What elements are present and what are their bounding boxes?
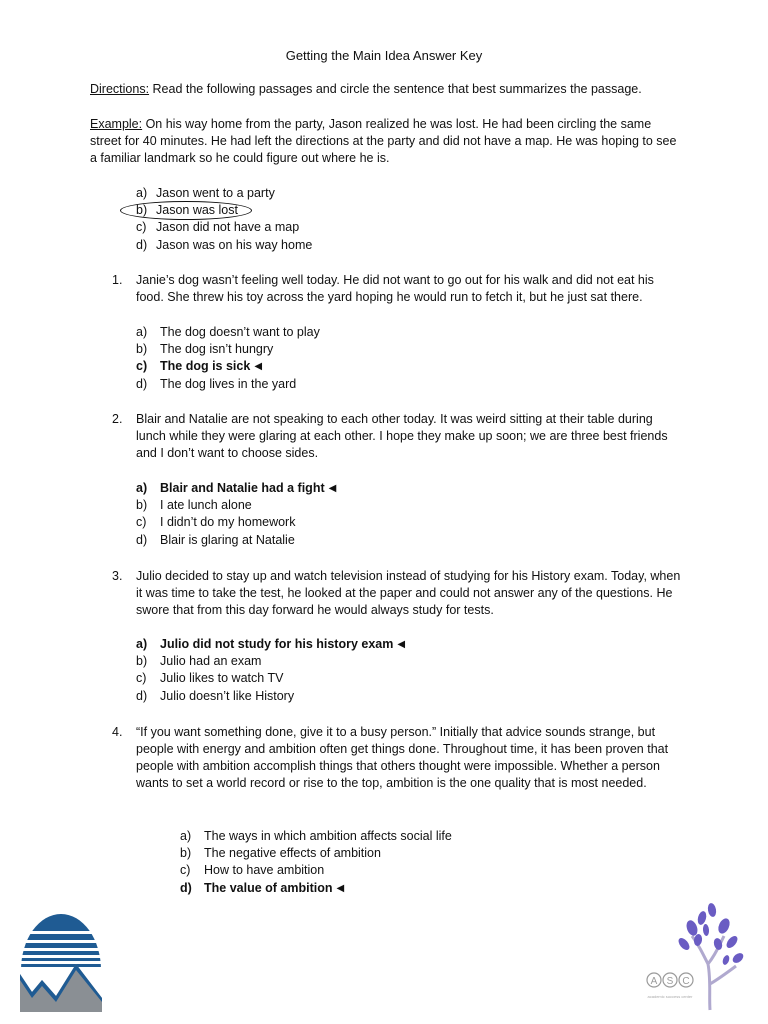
option-text: Julio did not study for his history exam bbox=[160, 637, 394, 651]
option-letter: d) bbox=[136, 532, 148, 547]
question-text: Janie’s dog wasn’t feeling well today. He did not want to go out for his walk and did not eat his food. She threw his toy across the yard hoping he would run to fetch it, but he just sat there. bbox=[136, 273, 654, 304]
option-item bbox=[136, 185, 312, 202]
option-letter: d) bbox=[136, 237, 148, 252]
option-letter: a) bbox=[136, 186, 148, 200]
option-item bbox=[136, 532, 336, 549]
correct-option-item bbox=[136, 358, 320, 375]
option-item bbox=[136, 688, 405, 705]
mountain-sun-logo-icon bbox=[20, 908, 102, 1012]
option-text: I didn’t do my homework bbox=[160, 515, 296, 530]
option-item bbox=[136, 376, 320, 393]
option-letter: a) bbox=[136, 481, 148, 495]
directions-label: Directions: bbox=[90, 82, 150, 96]
option-item bbox=[136, 341, 320, 358]
option-text: The value of ambition bbox=[204, 880, 333, 895]
option-item bbox=[136, 670, 405, 687]
question-text: Blair and Natalie are not speaking to each other today. It was weird sitting at their table during lunch while they were glaring at each other. I hope they make up soon; we are three best friends and I don’t want to choose sides. bbox=[136, 412, 668, 460]
directions-text: Read the following passages and circle the sentence that best summarizes the passage. bbox=[149, 82, 642, 96]
question-text: “If you want something done, give it to a busy person.” Initially that advice sounds strange, but people with energy and ambition often get things done. Throughout time, it has been proven that people with ambition accomplish things that others thought were impossible. Whether a person wants to set a world record or rise to the top, ambition is the one quality that is most needed. bbox=[136, 725, 669, 790]
option-item bbox=[180, 845, 452, 862]
option-item bbox=[180, 828, 452, 845]
arrow-left-icon: ◀ bbox=[336, 882, 345, 894]
page-title: Getting the Main Idea Answer Key bbox=[285, 48, 483, 63]
option-letter: a) bbox=[180, 829, 192, 843]
example-label: Example: bbox=[90, 117, 143, 131]
option-letter: b) bbox=[136, 498, 148, 513]
option-text: Blair is glaring at Natalie bbox=[160, 532, 295, 547]
option-text: The dog isn’t hungry bbox=[160, 342, 274, 357]
option-text: Julio had an exam bbox=[160, 654, 262, 669]
option-text: The negative effects of ambition bbox=[204, 846, 381, 861]
logo-letter: C bbox=[682, 976, 690, 987]
question-number: 4. bbox=[112, 725, 123, 739]
option-item bbox=[180, 862, 452, 879]
option-text: The dog is sick bbox=[160, 359, 251, 374]
option-text: Julio likes to watch TV bbox=[160, 671, 284, 686]
correct-option-item bbox=[136, 480, 336, 497]
option-letter: b) bbox=[136, 203, 148, 218]
question-text: Julio decided to stay up and watch television instead of studying for his History exam. Today, when it was time to take the test, he looked at the paper and could not answer any of the questions. He swore that from this day forward he would always study for tests. bbox=[136, 569, 681, 617]
question-number: 2. bbox=[112, 412, 123, 426]
option-text: Jason was on his way home bbox=[156, 237, 313, 252]
option-letter: c) bbox=[136, 220, 147, 235]
option-letter: a) bbox=[136, 325, 148, 339]
option-item bbox=[136, 514, 336, 531]
question-number: 3. bbox=[112, 569, 123, 583]
logo-letter: A bbox=[650, 976, 658, 987]
option-letter: c) bbox=[136, 359, 148, 374]
option-letter: b) bbox=[136, 342, 148, 357]
example-text: On his way home from the party, Jason realized he was lost. He had been circling the same street for 40 minutes. He had left the directions at the party and did not have a map. He was hoping to see a familiar landmark so he could figure out where he is. bbox=[90, 117, 677, 165]
option-text: Jason went to a party bbox=[156, 186, 275, 200]
option-text: How to have ambition bbox=[204, 863, 325, 878]
option-letter: d) bbox=[136, 688, 148, 703]
option-letter: b) bbox=[180, 846, 192, 861]
option-text: The ways in which ambition affects social life bbox=[204, 829, 452, 843]
option-letter: c) bbox=[136, 515, 147, 530]
correct-option-item bbox=[136, 636, 405, 653]
arrow-left-icon: ◀ bbox=[328, 483, 337, 494]
logo-letter: S bbox=[666, 976, 674, 987]
option-item bbox=[136, 324, 320, 341]
option-text: Blair and Natalie had a fight bbox=[160, 481, 325, 495]
option-text: Jason was lost bbox=[156, 203, 238, 218]
option-text: The dog doesn’t want to play bbox=[160, 325, 320, 339]
option-item bbox=[136, 653, 405, 670]
question-options bbox=[136, 636, 405, 705]
option-text: Jason did not have a map bbox=[156, 220, 300, 235]
option-letter: d) bbox=[180, 880, 192, 895]
option-letter: a) bbox=[136, 637, 148, 651]
question-options bbox=[136, 480, 336, 549]
option-text: Julio doesn’t like History bbox=[160, 688, 295, 703]
correct-option-item bbox=[180, 880, 452, 897]
option-letter: c) bbox=[180, 863, 191, 878]
option-item bbox=[136, 237, 312, 254]
arrow-left-icon: ◀ bbox=[397, 639, 406, 650]
option-text: The dog lives in the yard bbox=[160, 376, 297, 391]
question-number: 1. bbox=[112, 273, 123, 287]
option-letter: c) bbox=[136, 671, 147, 686]
tree-logo-icon bbox=[640, 900, 750, 1020]
arrow-left-icon: ◀ bbox=[254, 361, 263, 373]
example-passage bbox=[90, 116, 680, 167]
question-options bbox=[180, 828, 452, 897]
directions bbox=[90, 81, 680, 98]
option-text: I ate lunch alone bbox=[160, 498, 252, 513]
option-letter: b) bbox=[136, 654, 148, 669]
answer-circle bbox=[120, 201, 252, 220]
option-item bbox=[136, 497, 336, 514]
option-letter: d) bbox=[136, 376, 148, 391]
logo-subtitle: academic success center bbox=[647, 994, 693, 999]
question-options bbox=[136, 324, 320, 393]
option-item bbox=[136, 219, 312, 236]
